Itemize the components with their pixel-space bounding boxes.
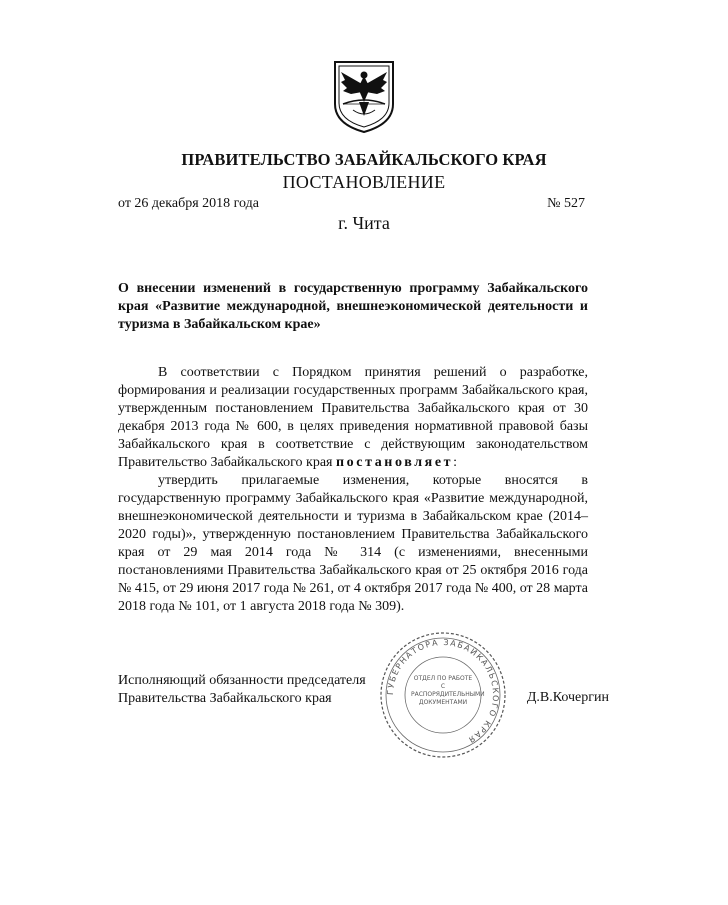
- document-subject: О внесении изменений в государственную программу Забайкальского края «Развитие международной, внешнеэкономической деятельности и туризма в Забайкальском крае»: [118, 281, 588, 332]
- signatory-title: [118, 672, 366, 708]
- decree-word: постановляет: [335, 455, 454, 470]
- document-number: № 527: [547, 196, 585, 211]
- preamble-paragraph: [118, 364, 588, 472]
- document-type: ПОСТАНОВЛЕНИЕ: [282, 172, 446, 192]
- seal-ring-text: ГУБЕРНАТОРА ЗАБАЙКАЛЬСКОГО КРАЯ: [385, 637, 501, 745]
- resolution-paragraph: [118, 472, 588, 616]
- signatory-name: Д.В.Кочергин: [526, 690, 609, 705]
- coat-of-arms-icon: [329, 58, 399, 134]
- document-date: от 26 декабря 2018 года: [118, 196, 259, 211]
- official-seal-icon: [378, 630, 508, 760]
- preamble-end: :: [453, 455, 458, 470]
- signatory-title-line2: Правительства Забайкальского края: [118, 691, 332, 706]
- document-city: г. Чита: [338, 213, 390, 233]
- seal-center-text: ОТДЕЛ ПО РАБОТЕ С РАСПОРЯДИТЕЛЬНЫМИ ДОКУМЕНТАМИ: [411, 675, 485, 706]
- resolution-text: утвердить прилагаемые изменения, которые вносятся в государственную программу Забайкальского края «Развитие международной, внешнеэкономической деятельности и туризма в Забайкальском крае (2014–2020 годы)», утвержденную постановлением Правительства Забайкальского края от 29 мая 2014 года № 314 (с изменениями, внесенными постановлениями Правительства Забайкальского края от 25 октября 2016 года № 415, от 29 июня 2017 года № 261, от 4 октября 2017 года № 400, от 28 марта 2018 года № 101, от 1 августа 2018 года № 309).: [118, 473, 588, 614]
- preamble-text: В соответствии с Порядком принятия решений о разработке, формирования и реализации государственных программ Забайкальского края, утвержденным постановлением Правительства Забайкальского края от 30 декабря 2013 года № 600, в целях приведения нормативной правовой базы Забайкальского края в соответствие с действующим законодательством Правительство Забайкальского края: [118, 365, 588, 470]
- signatory-title-line1: Исполняющий обязанности председателя: [118, 673, 366, 688]
- government-title: ПРАВИТЕЛЬСТВО ЗАБАЙКАЛЬСКОГО КРАЯ: [181, 150, 547, 169]
